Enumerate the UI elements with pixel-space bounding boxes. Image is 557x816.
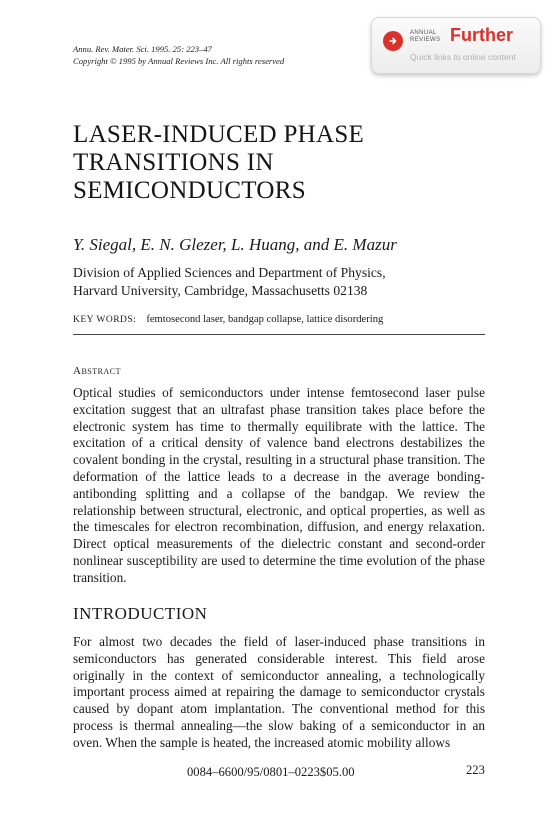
page-number: 223 <box>466 763 485 777</box>
arrow-icon <box>383 31 403 51</box>
article-title <box>73 121 364 205</box>
affiliation-line: Harvard University, Cambridge, Massachusetts 02138 <box>73 283 368 298</box>
title-line: SEMICONDUCTORS <box>73 177 306 204</box>
keywords-text: femtosecond laser, bandgap collapse, lattice disordering <box>146 314 384 325</box>
copyright-notice: Copyright © 1995 by Annual Reviews Inc. All rights reserved <box>73 55 285 66</box>
title-line: LASER-INDUCED PHASE <box>73 121 365 148</box>
keywords-label: KEY WORDS: <box>73 315 137 325</box>
introduction-heading: INTRODUCTION <box>73 604 208 623</box>
further-links-button[interactable] <box>371 17 541 74</box>
price-code: 0084–6600/95/0801–0223$05.00 <box>187 765 355 779</box>
further-label: Further <box>450 25 513 45</box>
abstract-heading: Abstract <box>73 365 121 377</box>
journal-citation: Annu. Rev. Mater. Sci. 1995. 25: 223–47 <box>73 44 212 54</box>
title-line: TRANSITIONS IN <box>73 149 274 176</box>
introduction-text: For almost two decades the field of laser-induced phase transitions in semiconductors has generated considerable interest. This field arose originally in the context of semiconductor annealing, a technologically important process aimed at repairing the damage to semiconductor crystals caused by dopant atom implantation. The conventional method for this process is thermal annealing—the slow baking of a semiconductor in an oven. When the sample is heated, the increased atomic mobility allows <box>73 634 485 750</box>
author-list: Y. Siegal, E. N. Glezer, L. Huang, and E. Mazur <box>73 235 397 254</box>
keywords <box>73 314 383 325</box>
affiliation-line: Division of Applied Sciences and Department of Physics, <box>73 265 386 280</box>
abstract-text: Optical studies of semiconductors under intense femtosecond laser pulse excitation suggest that an ultrafast phase transition takes place before the electronic system has time to thermally equilibrate with the lattice. The excitation of a critical density of valence band electrons destabilizes the covalent bonding in the crystal, resulting in a structural phase transition. The deformation of the lattice leads to a decrease in the average bonding-antibonding splitting and a collapse of the bandgap. We review the relationship between structural, electronic, and optical properties, as well as the timescales for electron recombination, diffusion, and energy relaxation. Direct optical measurements of the dielectric constant and second-order nonlinear susceptibility are used to determine the time evolution of the phase transition. <box>73 385 485 585</box>
affiliation <box>73 264 386 300</box>
annual-reviews-label: ANNUAL REVIEWS <box>410 30 441 43</box>
journal-reference <box>73 44 284 67</box>
further-subtitle: Quick links to online content <box>410 52 516 62</box>
divider <box>73 334 485 335</box>
